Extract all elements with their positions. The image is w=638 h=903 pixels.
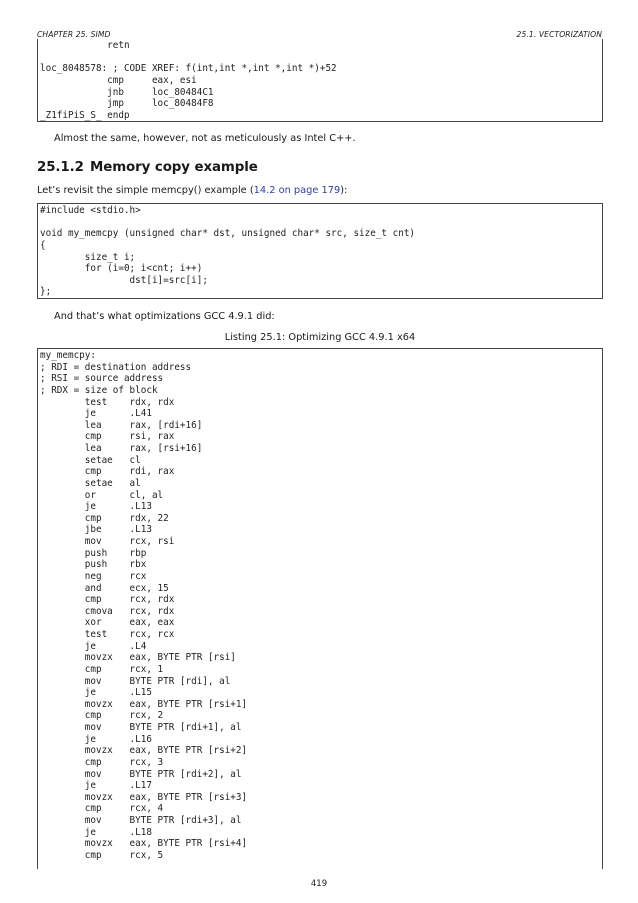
code-line: movzx eax, BYTE PTR [rsi+4] — [40, 838, 248, 850]
code-line: cmp rdx, 22 — [40, 512, 169, 524]
paragraph-comparison: Almost the same, however, not as meticulously as Intel C++. — [54, 133, 356, 144]
code-line: #include <stdio.h> — [40, 205, 141, 216]
code-line: je .L13 — [40, 501, 152, 513]
code-line: je .L4 — [40, 640, 147, 652]
code-line: movzx eax, BYTE PTR [rsi+1] — [40, 698, 248, 710]
code-line: cmp rcx, 4 — [40, 803, 164, 815]
code-line: cmp rcx, 1 — [40, 663, 164, 675]
code-line: my_memcpy: — [40, 350, 96, 361]
code-line: movzx eax, BYTE PTR [rsi+2] — [40, 745, 248, 757]
code-line: test rcx, rcx — [40, 629, 175, 640]
code-line: dst[i]=src[i]; — [40, 274, 208, 286]
code-line: void my_memcpy (unsigned char* dst, unsigned char* src, size_t cnt) — [40, 228, 416, 240]
code-line: setae al — [40, 477, 141, 489]
section-heading — [37, 160, 258, 175]
intro-text-before: Let’s revisit the simple memcpy() example ( — [37, 185, 254, 196]
code-line: }; — [40, 286, 52, 298]
code-line: je .L41 — [40, 408, 152, 420]
cross-reference-link[interactable]: 14.2 on page 179 — [253, 185, 341, 196]
code-line: loc_8048578: ; CODE XREF: f(int,int *,int *,int *)+52 — [40, 63, 337, 75]
code-block-assembly — [37, 348, 603, 869]
chapter-header: CHAPTER 25. SIMD — [37, 30, 111, 39]
code-line: for (i=0; i<cnt; i++) — [40, 263, 203, 275]
code-line: cmp rcx, 3 — [40, 756, 164, 768]
section-title: Memory copy example — [90, 160, 258, 175]
listing-caption: Listing 25.1: Optimizing GCC 4.9.1 x64 — [224, 332, 416, 343]
code-line: push rbx — [40, 559, 147, 571]
code-line: mov BYTE PTR [rdi+1], al — [40, 722, 242, 733]
code-line: lea rax, [rdi+16] — [40, 419, 203, 431]
code-line: cmp rcx, 2 — [40, 710, 164, 722]
page-number: 419 — [310, 879, 328, 889]
section-number: 25.1.2 — [37, 160, 84, 175]
code-block-continued — [37, 39, 603, 122]
section-header: 25.1. VECTORIZATION — [516, 30, 602, 39]
code-line: lea rax, [rsi+16] — [40, 443, 203, 454]
code-line: { — [40, 239, 46, 251]
code-line: setae cl — [40, 454, 141, 466]
code-line: ; RDX = size of block — [40, 384, 158, 396]
paragraph-intro — [37, 185, 603, 197]
code-line: and ecx, 15 — [40, 582, 169, 594]
code-line: test rdx, rdx — [40, 396, 175, 408]
code-line: push rbp — [40, 547, 147, 559]
code-line: cmp rcx, 5 — [40, 849, 164, 861]
code-line: jnb loc_80484C1 — [40, 86, 214, 98]
code-line: je .L18 — [40, 826, 152, 838]
code-line: cmova rcx, rdx — [40, 605, 175, 617]
code-line: cmp rdi, rax — [40, 466, 175, 478]
code-block-c-source — [37, 203, 603, 299]
code-line: je .L15 — [40, 687, 152, 699]
code-line: neg rcx — [40, 570, 147, 582]
code-line: je .L16 — [40, 733, 152, 745]
code-line: mov rcx, rsi — [40, 536, 175, 547]
code-line: movzx eax, BYTE PTR [rsi] — [40, 652, 236, 664]
code-line: jmp loc_80484F8 — [40, 98, 214, 110]
code-line: je .L17 — [40, 780, 152, 792]
code-line: jbe .L13 — [40, 524, 152, 536]
code-line — [40, 52, 602, 64]
code-line: mov BYTE PTR [rdi+3], al — [40, 815, 242, 826]
code-line: size_t i; — [40, 251, 136, 263]
code-line: cmp rcx, rdx — [40, 594, 175, 606]
code-line: _Z1fiPiS_S_ endp — [40, 109, 130, 121]
code-line: cmp rsi, rax — [40, 431, 175, 443]
code-line: ; RDI = destination address — [40, 361, 192, 373]
code-line: xor eax, eax — [40, 617, 175, 629]
code-line: ; RSI = source address — [40, 373, 164, 385]
paragraph-optimizations: And that’s what optimizations GCC 4.9.1 did: — [54, 311, 275, 322]
code-line: or cl, al — [40, 489, 164, 501]
code-line: movzx eax, BYTE PTR [rsi+3] — [40, 791, 248, 803]
code-line: mov BYTE PTR [rdi+2], al — [40, 768, 242, 780]
intro-text-after: ): — [340, 185, 348, 196]
code-line: cmp eax, esi — [40, 74, 197, 86]
code-line: mov BYTE PTR [rdi], al — [40, 675, 231, 687]
code-line: retn — [40, 40, 130, 51]
code-line — [40, 217, 602, 229]
